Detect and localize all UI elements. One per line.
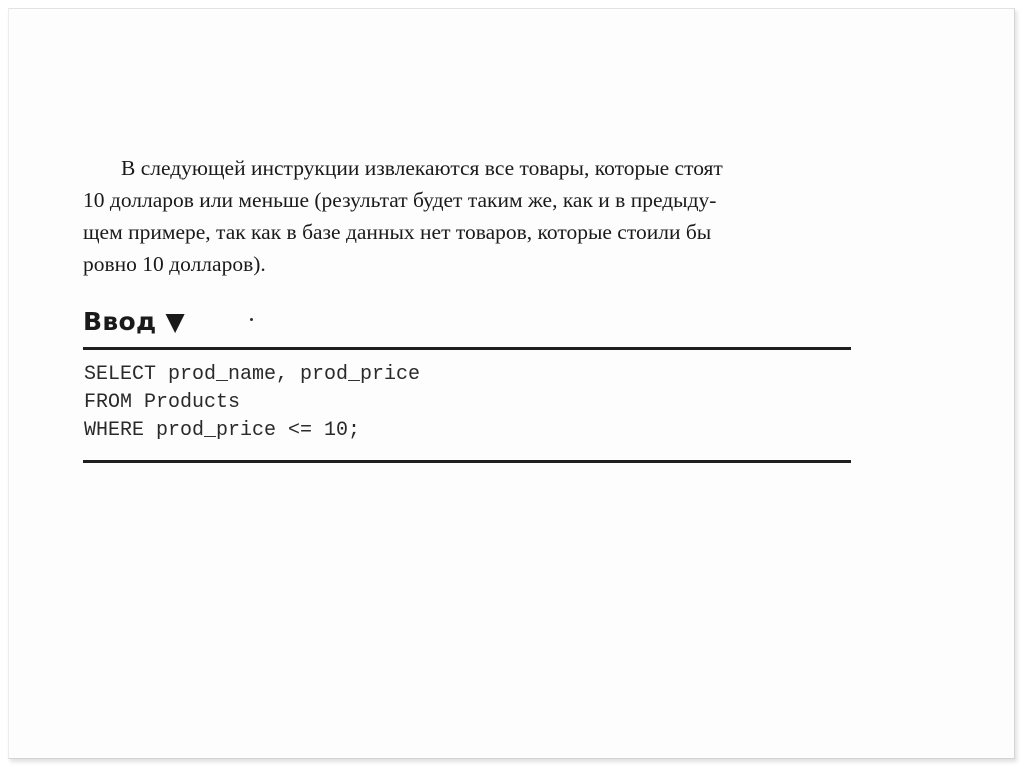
code-line: SELECT prod_name, prod_price (84, 363, 421, 386)
body-paragraph (83, 152, 858, 280)
stray-dot-mark (250, 318, 253, 321)
paragraph-line: ровно 10 долларов). (83, 252, 266, 276)
paragraph-line: щем примере, так как в базе данных нет товаров, которые стоили бы (83, 220, 712, 244)
input-heading: Ввод ▼ (83, 307, 185, 336)
code-line: FROM Products (84, 391, 241, 414)
code-bottom-rule (83, 460, 851, 463)
paragraph-line: 10 долларов или меньше (результат будет таким же, как и в предыду- (83, 188, 717, 212)
paragraph-line: В следующей инструкции извлекаются все товары, которые стоят (121, 156, 723, 180)
code-line: WHERE prod_price <= 10; (84, 419, 361, 442)
code-top-rule (83, 347, 851, 350)
sql-code-block (84, 361, 420, 445)
